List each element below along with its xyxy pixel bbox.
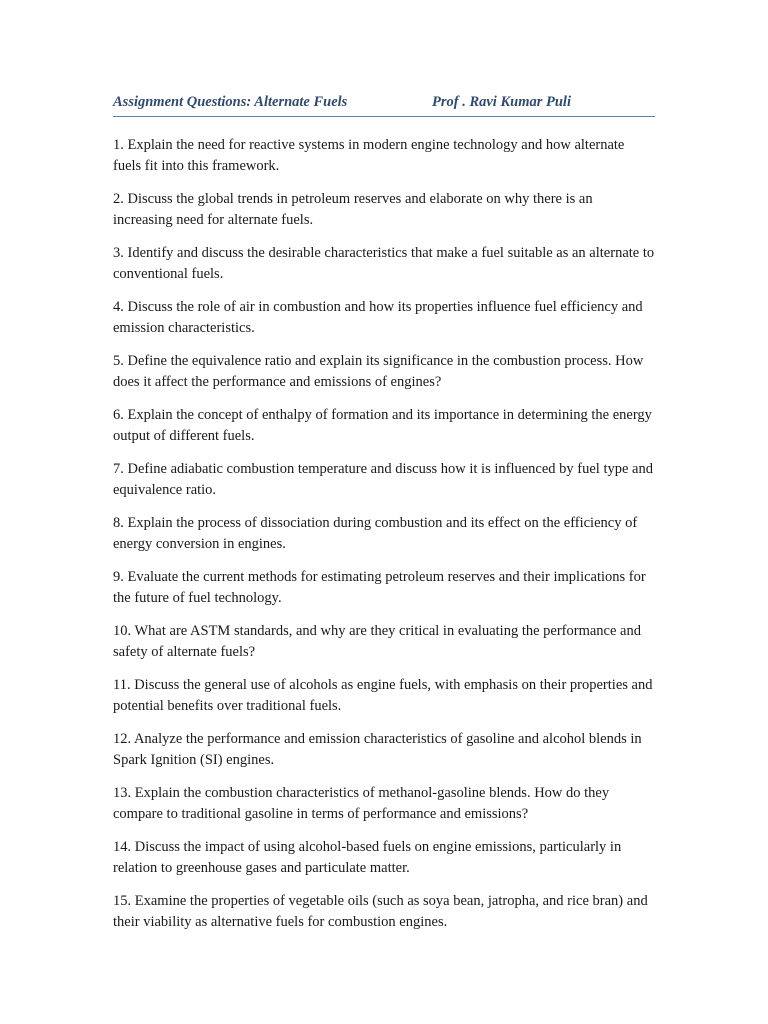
question-item: 6. Explain the concept of enthalpy of formation and its importance in determining the energy output of different fuels. xyxy=(113,407,652,444)
question-item: 13. Explain the combustion characteristics of methanol-gasoline blends. How do they compare to traditional gasoline in terms of performance and emissions? xyxy=(113,785,610,822)
question-item: 3. Identify and discuss the desirable characteristics that make a fuel suitable as an alternate to conventional fuels. xyxy=(113,245,655,282)
question-item: 12. Analyze the performance and emission characteristics of gasoline and alcohol blends in Spark Ignition (SI) engines. xyxy=(113,731,642,768)
question-item: 1. Explain the need for reactive systems in modern engine technology and how alternate fuels fit into this framework. xyxy=(113,137,625,174)
question-list xyxy=(113,135,655,945)
question-item: 5. Define the equivalence ratio and explain its significance in the combustion process. How does it affect the performance and emissions of engines? xyxy=(113,353,644,390)
question-item: 11. Discuss the general use of alcohols as engine fuels, with emphasis on their properties and potential benefits over traditional fuels. xyxy=(113,677,653,714)
question-item: 2. Discuss the global trends in petroleum reserves and elaborate on why there is an increasing need for alternate fuels. xyxy=(113,191,593,228)
document-title: Assignment Questions: Alternate Fuels xyxy=(113,94,348,110)
question-item: 14. Discuss the impact of using alcohol-based fuels on engine emissions, particularly in relation to greenhouse gases and particulate matter. xyxy=(113,839,622,876)
document-header xyxy=(113,92,655,117)
question-item: 9. Evaluate the current methods for estimating petroleum reserves and their implications for the future of fuel technology. xyxy=(113,569,646,606)
question-item: 15. Examine the properties of vegetable oils (such as soya bean, jatropha, and rice bran) and their viability as alternative fuels for combustion engines. xyxy=(113,893,648,930)
question-item: 10. What are ASTM standards, and why are they critical in evaluating the performance and safety of alternate fuels? xyxy=(113,623,641,660)
author-name: Prof . Ravi Kumar Puli xyxy=(432,94,571,110)
question-item: 4. Discuss the role of air in combustion and how its properties influence fuel efficiency and emission characteristics. xyxy=(113,299,643,336)
question-item: 7. Define adiabatic combustion temperature and discuss how it is influenced by fuel type and equivalence ratio. xyxy=(113,461,653,498)
question-item: 8. Explain the process of dissociation during combustion and its effect on the efficiency of energy conversion in engines. xyxy=(113,515,638,552)
